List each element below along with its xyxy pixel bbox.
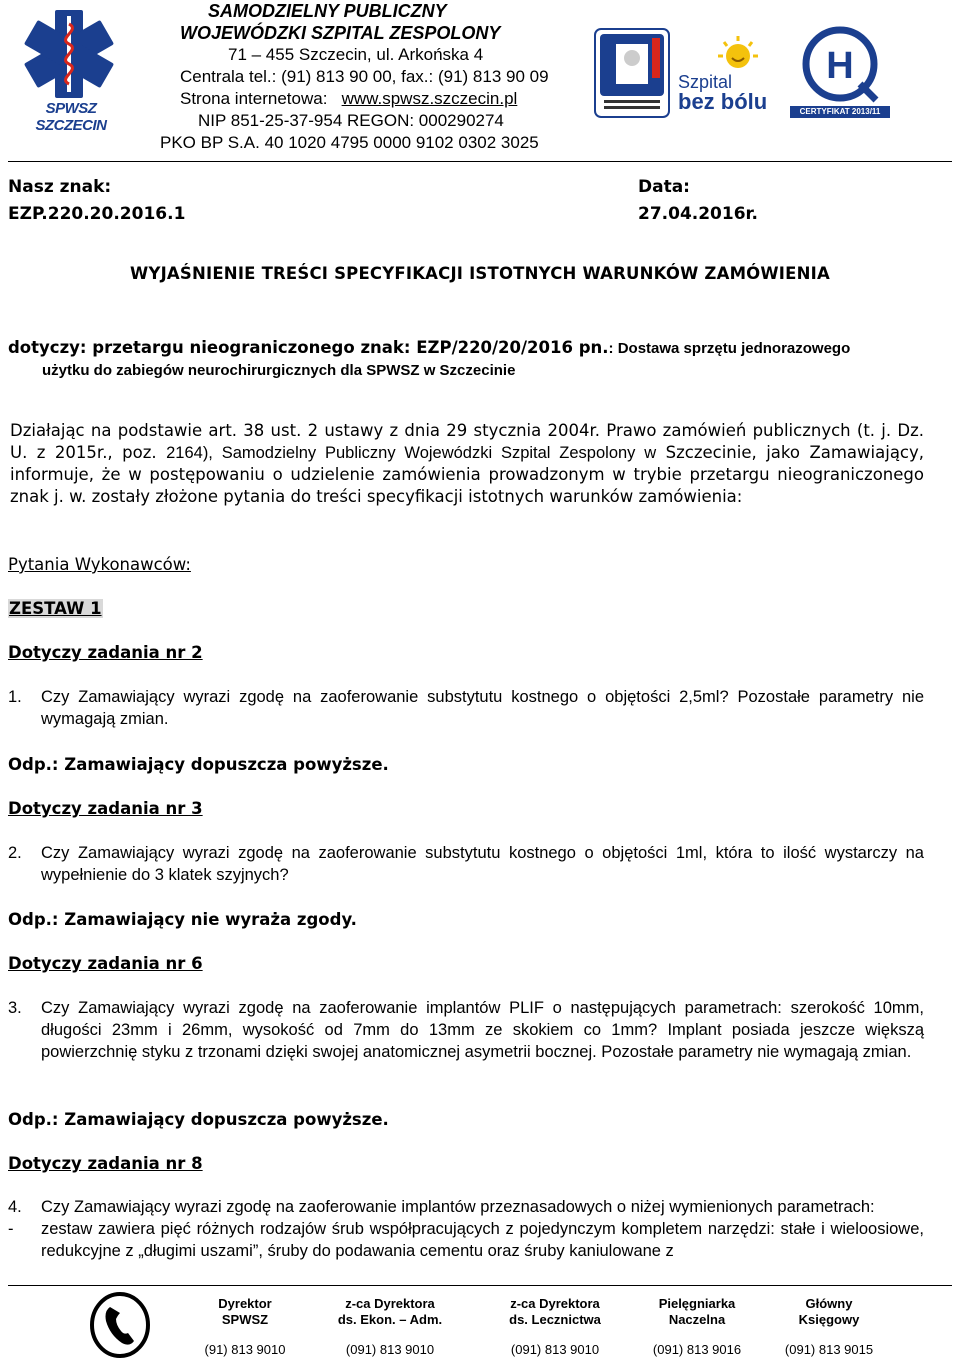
question-number: 2. bbox=[8, 844, 22, 862]
task-heading: Dotyczy zadania nr 6 bbox=[8, 954, 203, 973]
footer-contacts bbox=[180, 1296, 940, 1358]
question-text: Czy Zamawiający wyrazi zgodę na zaoferowanie implantów przeznasadowych o niżej wymienionych parametrach: bbox=[41, 1198, 875, 1216]
org-name-line2: WOJEWÓDZKI SZPITAL ZESPOLONY bbox=[180, 23, 501, 43]
footer-contact bbox=[642, 1296, 752, 1357]
certificate-badge-quality bbox=[790, 26, 890, 120]
question-number: 4. bbox=[8, 1198, 22, 1216]
document-date bbox=[638, 174, 758, 228]
question-number: 1. bbox=[8, 688, 22, 706]
svg-text:H: H bbox=[826, 45, 854, 87]
question-text: Czy Zamawiający wyrazi zgodę na zaoferowanie implantów PLIF o następujących parametrach: szerokość 10mm, długości 23mm i 26mm, wysokość od 7mm do 13mm ze skokiem co 1mm? Implant posiada jeszcze większą powierzchnię styku z trzonami dzięki swojej anatomicznej asymetrii bocznej. Pozostałe parametry nie wymagają zmian. bbox=[41, 999, 924, 1061]
contact-phone: (091) 813 9010 bbox=[510, 1342, 600, 1357]
question-item bbox=[8, 1196, 924, 1262]
date-label: Data: bbox=[638, 177, 690, 197]
phone-icon bbox=[88, 1291, 152, 1359]
question-text: Czy Zamawiający wyrazi zgodę na zaoferowanie substytutu kostnego o objętości 2,5ml? Pozostałe parametry nie wymagają zmian. bbox=[41, 688, 924, 728]
contact-phone: (91) 813 9010 bbox=[204, 1342, 286, 1357]
footer-contact bbox=[320, 1296, 460, 1357]
our-reference bbox=[8, 174, 185, 228]
org-address: 71 – 455 Szczecin, ul. Arkońska 4 bbox=[228, 45, 484, 64]
org-name-line1: SAMODZIELNY PUBLICZNY bbox=[208, 1, 447, 21]
task-heading: Dotyczy zadania nr 2 bbox=[8, 643, 203, 662]
certificate-text: CERTYFIKAT 2013/11 bbox=[790, 106, 890, 118]
contact-phone: (091) 813 9016 bbox=[652, 1342, 742, 1357]
task-heading: Dotyczy zadania nr 3 bbox=[8, 799, 203, 818]
question-number: 3. bbox=[8, 999, 22, 1017]
org-bank: PKO BP S.A. 40 1020 4795 0000 9102 0302 3025 bbox=[160, 133, 539, 152]
hospital-logo bbox=[14, 4, 124, 134]
question-text: Czy Zamawiający wyrazi zgodę na zaoferowanie substytutu kostnego o objętości 1ml, która to ilość wystarczy na wypełnienie do 3 klatek szyjnych? bbox=[41, 844, 924, 884]
question-item bbox=[8, 997, 924, 1063]
subject-text-2: użytku do zabiegów neurochirurgicznych dla SPWSZ w Szczecinie bbox=[42, 362, 516, 379]
website-label: Strona internetowa: bbox=[180, 89, 342, 108]
date-value: 27.04.2016r. bbox=[638, 204, 758, 224]
subject bbox=[8, 337, 938, 382]
contact-dept: Księgowy bbox=[798, 1312, 860, 1327]
contact-role: Pielęgniarka bbox=[658, 1296, 736, 1311]
org-phone: Centrala tel.: (91) 813 90 00, fax.: (91) 813 90 09 bbox=[180, 67, 549, 86]
subject-text-1: : Dostawa sprzętu jednorazowego bbox=[608, 340, 851, 357]
footer-contact bbox=[485, 1296, 625, 1357]
badge-bez-bolu-text: bez bólu bbox=[678, 89, 768, 114]
task-heading: Dotyczy zadania nr 8 bbox=[8, 1154, 203, 1173]
answer: Odp.: Zamawiający dopuszcza powyższe. bbox=[8, 1110, 389, 1129]
document-title: WYJAŚNIENIE TREŚCI SPECYFIKACJI ISTOTNYCH WARUNKÓW ZAMÓWIENIA bbox=[130, 264, 830, 283]
question-item bbox=[8, 842, 924, 886]
bullet-text: zestaw zawiera pięć różnych rodzajów śrub współpracujących z pojedynczym kompletem narzędzi: stałe i wieloosiowe, redukcyjne z „długimi uszami”, śruby do podawania cementu oraz śruby kaniulowane z bbox=[41, 1220, 924, 1260]
contact-role: Dyrektor bbox=[218, 1296, 272, 1311]
answer: Odp.: Zamawiający nie wyraża zgody. bbox=[8, 910, 357, 929]
header-divider bbox=[8, 161, 952, 162]
answer: Odp.: Zamawiający dopuszcza powyższe. bbox=[8, 755, 389, 774]
set-heading bbox=[8, 599, 103, 618]
badge-szpital-bez-bolu bbox=[676, 34, 776, 118]
bullet-item bbox=[8, 1218, 924, 1262]
bullet-dash: - bbox=[8, 1220, 14, 1238]
intro-part-3: Szczecinie, jako Zamawiający, informuje, że w postępowaniu o udzielenie zamówienia prowadzonym w trybie przetargu nieograniczonego znak j. w. zostały złożone pytania do treści specyfikacji istotnych warunków zamówienia: bbox=[10, 443, 925, 506]
org-nip-regon: NIP 851-25-37-954 REGON: 000290274 bbox=[198, 111, 504, 130]
footer-divider bbox=[8, 1285, 952, 1286]
website-link[interactable]: www.spwsz.szczecin.pl bbox=[341, 89, 518, 108]
org-website bbox=[160, 88, 580, 110]
contact-dept: ds. Ekon. – Adm. bbox=[337, 1312, 443, 1327]
logo-text: SPWSZ SZCZECIN bbox=[35, 100, 107, 134]
intro-paragraph bbox=[10, 420, 924, 508]
footer-contact bbox=[180, 1296, 310, 1357]
certificate-badge-iso bbox=[594, 28, 670, 118]
contact-role: Główny bbox=[805, 1296, 853, 1311]
intro-part-2: 2164), Samodzielny Publiczny Wojewódzki Szpital Zespolony w bbox=[166, 444, 657, 462]
footer-contact bbox=[774, 1296, 884, 1357]
our-ref-label: Nasz znak: bbox=[8, 177, 112, 197]
contact-phone: (091) 813 9010 bbox=[345, 1342, 435, 1357]
header-info bbox=[160, 0, 580, 154]
question-item bbox=[8, 686, 924, 730]
badge-szpital-text: Szpital bbox=[678, 72, 733, 92]
questions-heading: Pytania Wykonawców: bbox=[8, 555, 191, 574]
contact-role: z-ca Dyrektora bbox=[510, 1296, 600, 1311]
contact-dept: SPWSZ bbox=[221, 1312, 269, 1327]
intro-part-1: Działając na podstawie art. 38 ust. 2 ustawy z dnia 29 stycznia 2004r. Prawo zamówień publicznych (t. j. Dz. U. z 2015r., poz. bbox=[10, 421, 924, 462]
contact-role: z-ca Dyrektora bbox=[345, 1296, 435, 1311]
contact-dept: Naczelna bbox=[668, 1312, 726, 1327]
subject-lead: dotyczy: przetargu nieograniczonego znak: EZP/220/20/2016 pn. bbox=[8, 338, 609, 357]
contact-dept: ds. Lecznictwa bbox=[509, 1312, 601, 1327]
set-label: ZESTAW 1 bbox=[9, 599, 102, 618]
contact-phone: (091) 813 9015 bbox=[784, 1342, 874, 1357]
our-ref-value: EZP.220.20.2016.1 bbox=[8, 204, 186, 224]
